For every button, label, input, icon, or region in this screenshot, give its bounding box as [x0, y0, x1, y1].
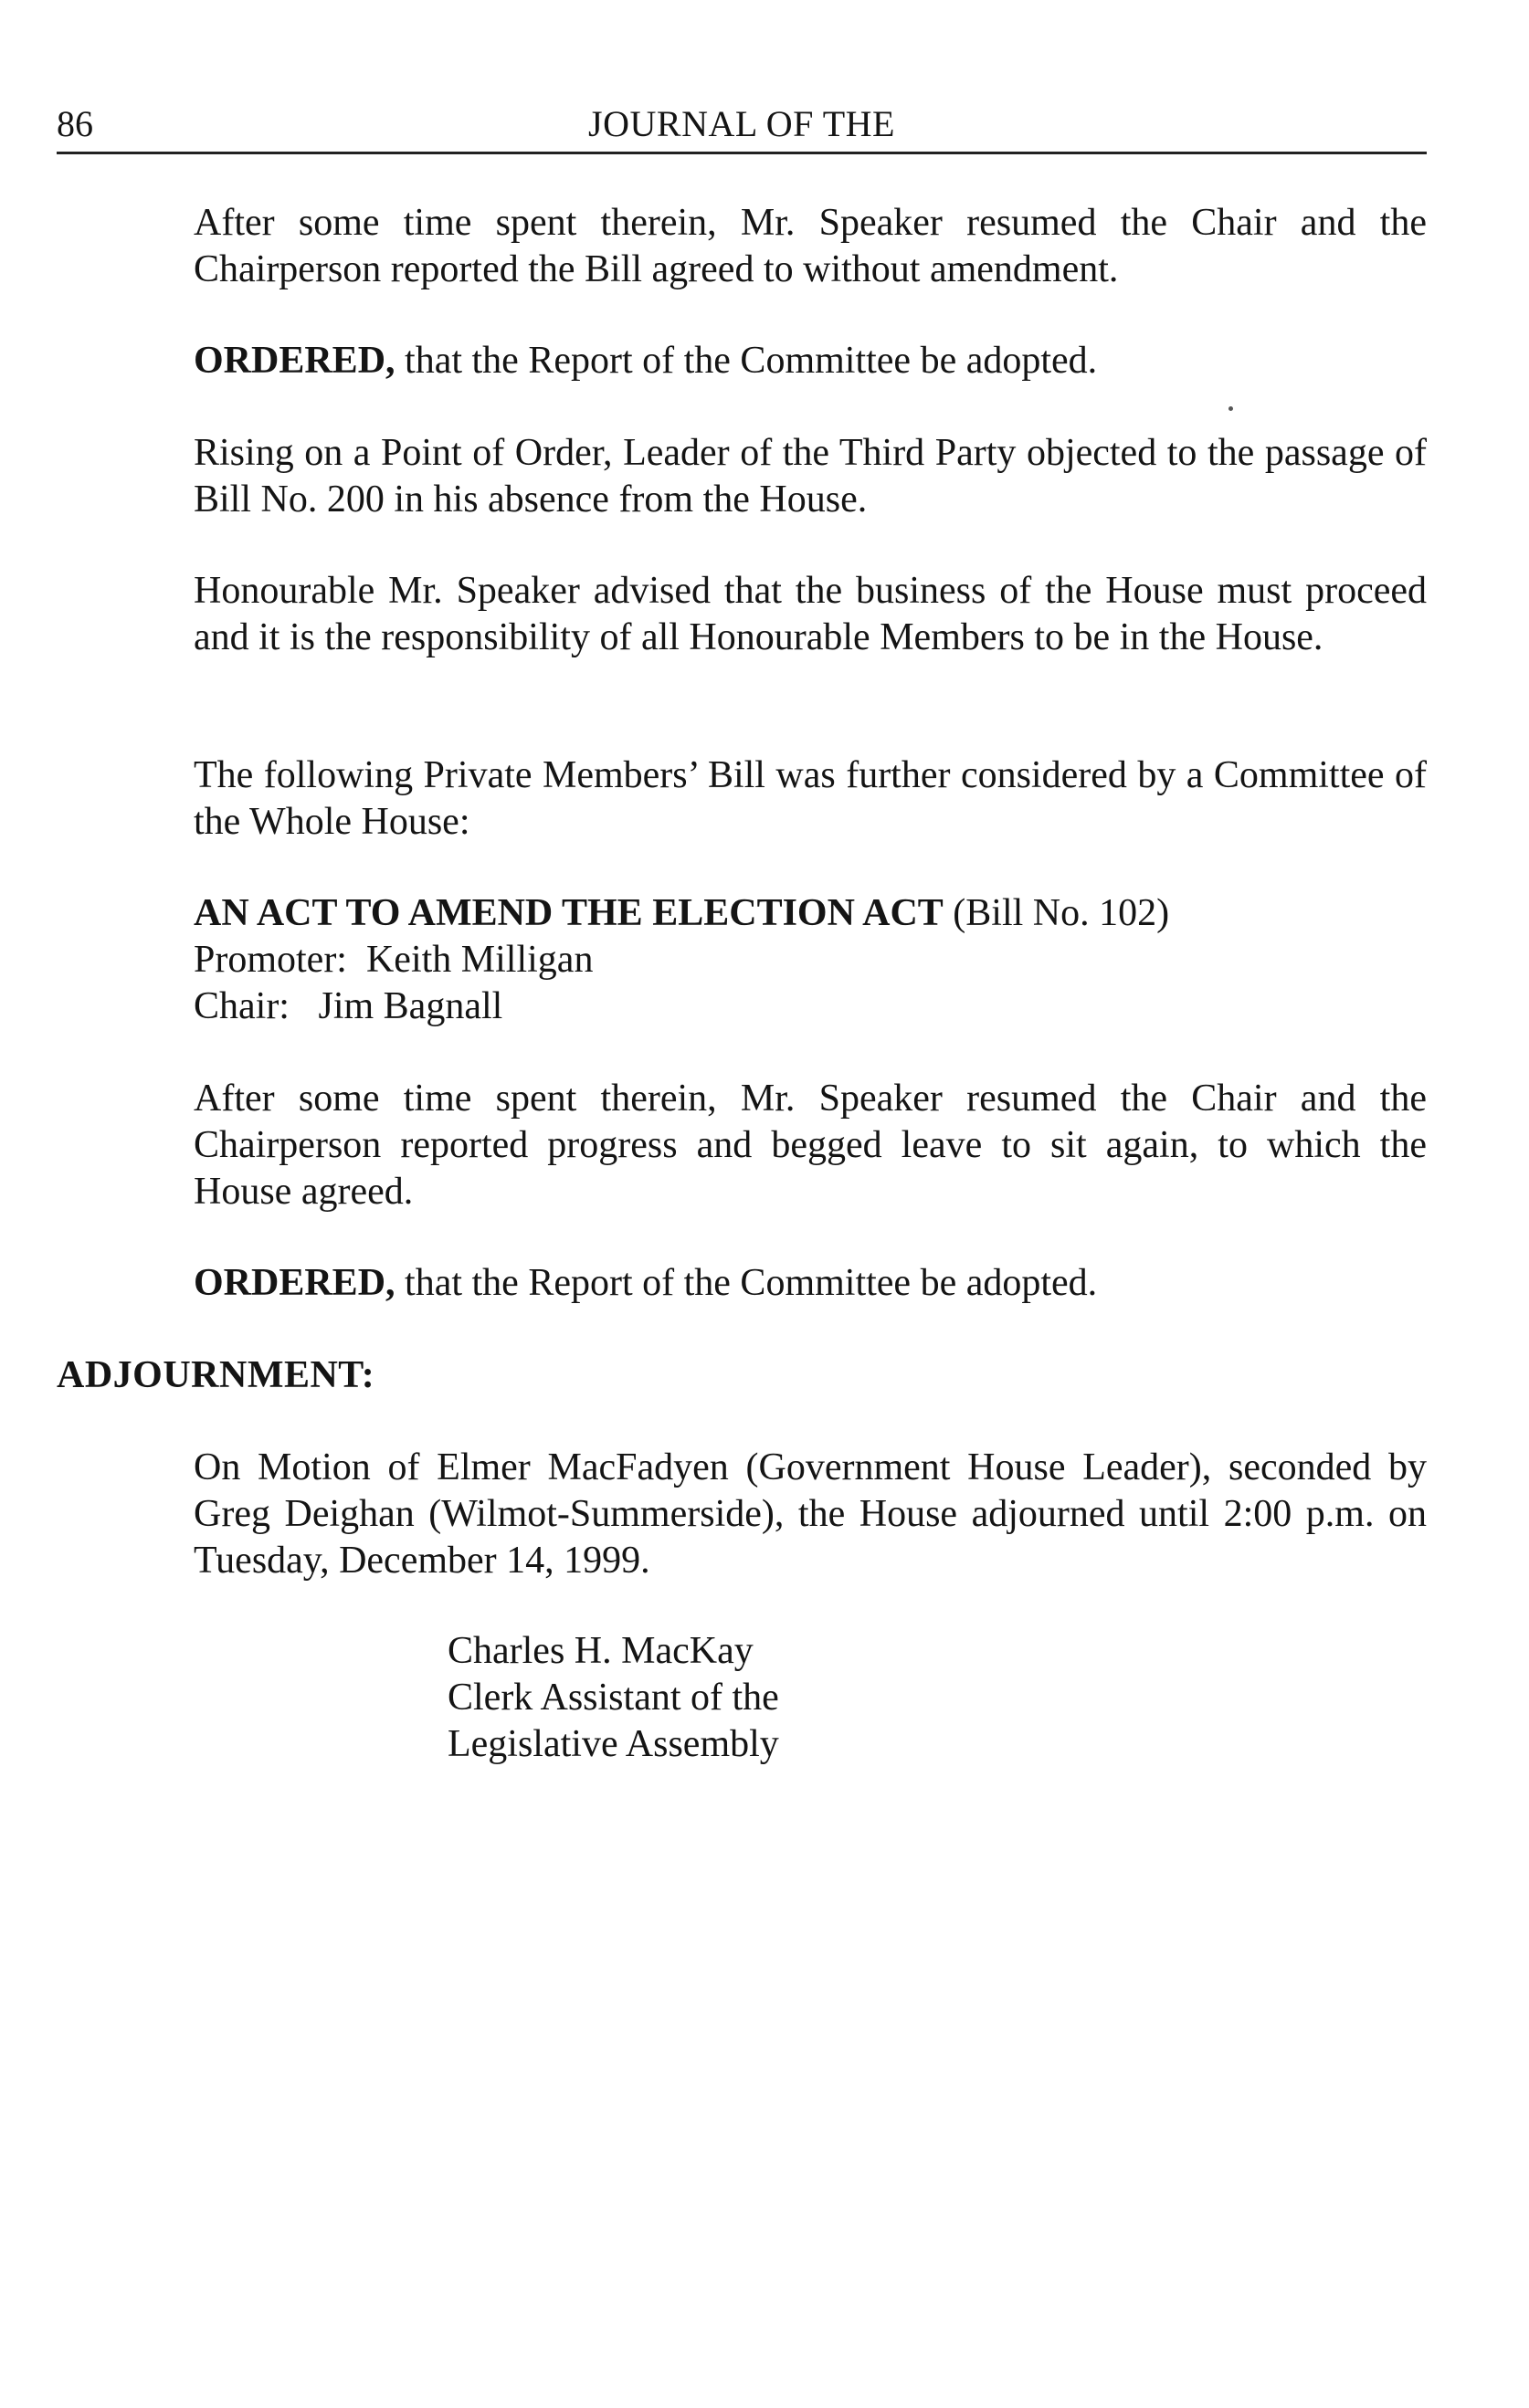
- paragraph-text: Honourable Mr. Speaker advised that the business of the House must proceed and it is the responsibility of all Honourable Members to be in the House.: [194, 570, 1427, 658]
- page-header: [57, 95, 1427, 154]
- paragraph-point-of-order: [194, 430, 1427, 523]
- paragraph-text: After some time spent therein, Mr. Speaker resumed the Chair and the Chairperson reported progress and begged leave to sit again, to which the House agreed.: [194, 1078, 1427, 1213]
- running-head: JOURNAL OF THE: [588, 103, 895, 144]
- adjournment-paragraph: [194, 1445, 1427, 1584]
- adjournment-heading: ADJOURNMENT:: [57, 1354, 375, 1396]
- ordered-label: ORDERED,: [194, 1262, 395, 1304]
- paragraph-text: Rising on a Point of Order, Leader of the Third Party objected to the passage of Bill No. 200 in his absence from the House.: [194, 432, 1427, 521]
- paragraph-text: After some time spent therein, Mr. Speaker resumed the Chair and the Chairperson reported the Bill agreed to without amendment.: [194, 202, 1427, 290]
- paragraph-chair-report-2: [194, 1076, 1427, 1215]
- bill-number: (Bill No. 102): [943, 892, 1170, 934]
- signatory-title-line-1: Clerk Assistant of the: [448, 1677, 779, 1719]
- bill-promoter: Promoter: Keith Milligan: [194, 939, 594, 981]
- stray-dot-mark: [1228, 406, 1233, 411]
- signature-block: [448, 1628, 779, 1768]
- ordered-label: ORDERED,: [194, 340, 395, 382]
- ordered-paragraph-2: [194, 1260, 1427, 1307]
- bill-chair: Chair: Jim Bagnall: [194, 985, 503, 1027]
- signatory-name: Charles H. MacKay: [448, 1630, 754, 1672]
- bill-title: [194, 890, 1427, 937]
- ordered-text: that the Report of the Committee be adopted.: [395, 1262, 1098, 1304]
- ordered-paragraph-1: [194, 338, 1427, 384]
- page-number: 86: [57, 103, 93, 144]
- paragraph-speaker-advice: [194, 568, 1427, 661]
- ordered-text: that the Report of the Committee be adopted.: [395, 340, 1098, 382]
- signatory-title-line-2: Legislative Assembly: [448, 1723, 779, 1765]
- paragraph-text: The following Private Members’ Bill was further considered by a Committee of the Whole House:: [194, 754, 1427, 843]
- paragraph-private-members-bill: [194, 752, 1427, 846]
- paragraph-chair-report-1: [194, 200, 1427, 293]
- bill-block: [194, 890, 1427, 1030]
- bill-title-bold: AN ACT TO AMEND THE ELECTION ACT: [194, 892, 944, 934]
- paragraph-text: On Motion of Elmer MacFadyen (Government House Leader), seconded by Greg Deighan (Wilmot-Summerside), the House adjourned until 2:00 p.m. on Tuesday, December 14, 1999.: [194, 1446, 1427, 1582]
